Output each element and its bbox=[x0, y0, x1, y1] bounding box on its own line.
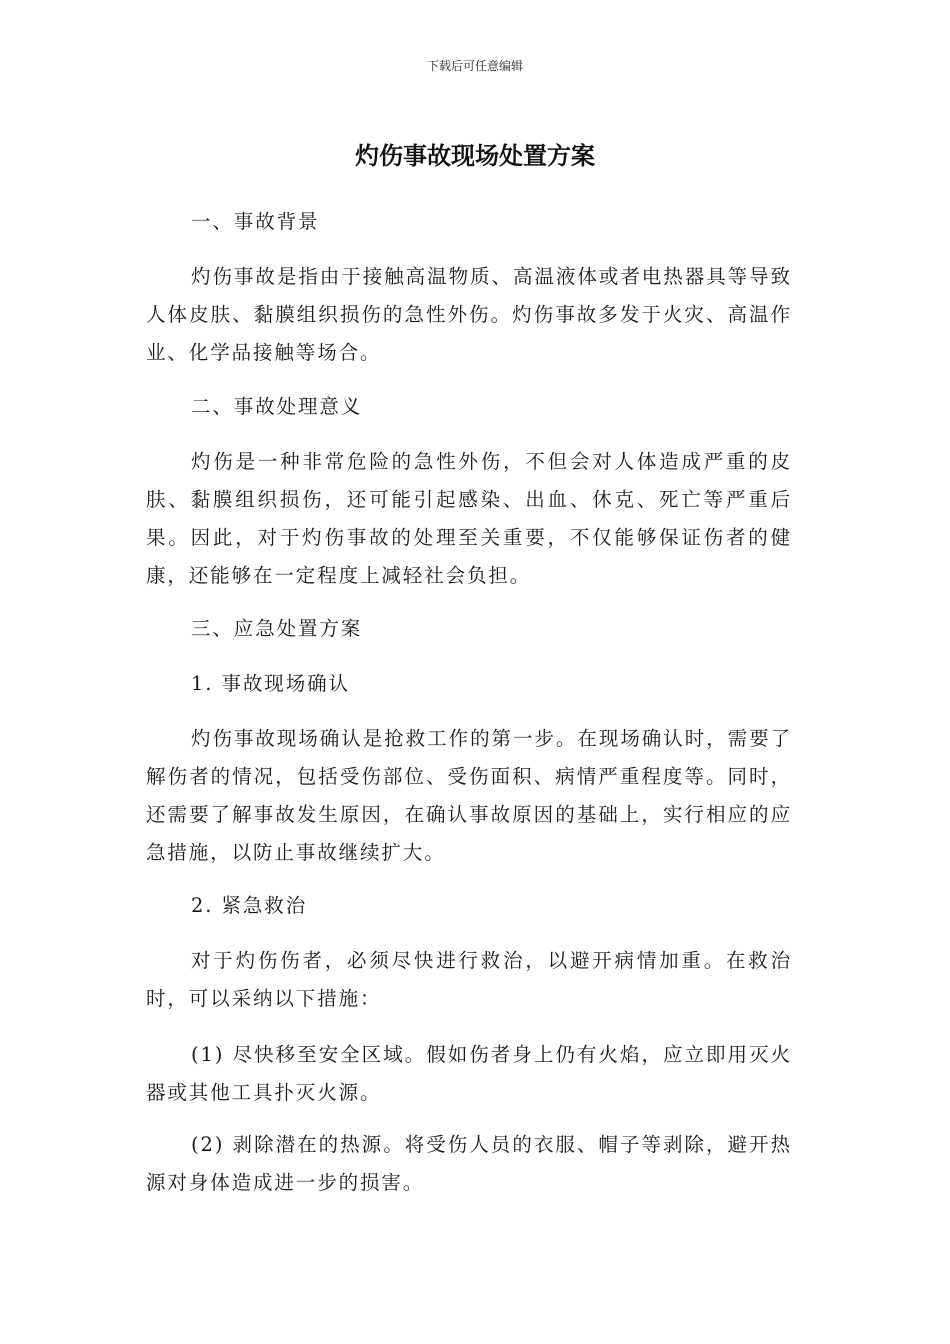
document-title: 灼伤事故现场处置方案 bbox=[355, 142, 595, 170]
header-note: 下载后可任意编辑 bbox=[426, 59, 523, 73]
paragraph-site-confirmation: 灼伤事故现场确认是抢救工作的第一步。在现场确认时，需要了解伤者的情况，包括受伤部位、受伤面积、病情严重程度等。同时，还需要了解事故发生原因，在确认事故原因的基础上，实行相应的应急措施，以防止事故继续扩大。 bbox=[146, 727, 792, 864]
section-heading-emergency-plan: 三、应急处置方案 bbox=[191, 617, 363, 640]
paragraph-background: 灼伤事故是指由于接触高温物质、高温液体或者电热器具等导致人体皮肤、黏膜组织损伤的急性外伤。灼伤事故多发于火灾、高温作业、化学品接触等场合。 bbox=[146, 265, 792, 364]
paragraph-significance: 灼伤是一种非常危险的急性外伤，不但会对人体造成严重的皮肤、黏膜组织损伤，还可能引起感染、出血、休克、死亡等严重后果。因此，对于灼伤事故的处理至关重要，不仅能够保证伤者的健康，还能够在一定程度上减轻社会负担。 bbox=[146, 450, 792, 587]
list-item-remove-heat-source: (2) 剥除潜在的热源。将受伤人员的衣服、帽子等剥除，避开热源对身体造成进一步的损害。 bbox=[146, 1133, 792, 1194]
list-item-move-to-safety: (1) 尽快移至安全区域。假如伤者身上仍有火焰，应立即用灭火器或其他工具扑灭火源。 bbox=[146, 1043, 792, 1104]
subsection-heading-site-confirmation: 1. 事故现场确认 bbox=[191, 672, 350, 695]
paragraph-emergency-treatment: 对于灼伤伤者，必须尽快进行救治，以避开病情加重。在救治时，可以采纳以下措施： bbox=[146, 949, 792, 1010]
section-heading-significance: 二、事故处理意义 bbox=[191, 395, 363, 418]
subsection-heading-emergency-treatment: 2. 紧急救治 bbox=[191, 894, 308, 917]
section-heading-background: 一、事故背景 bbox=[191, 210, 320, 233]
